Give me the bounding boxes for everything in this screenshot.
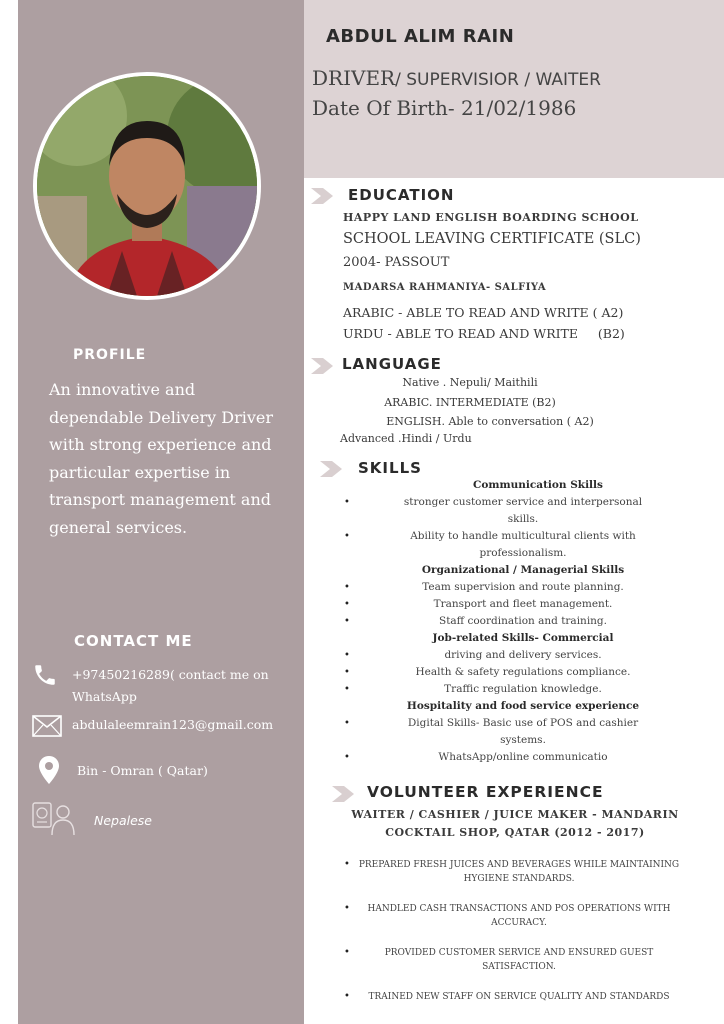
skill-item: • Transport and fleet management. [350, 596, 696, 613]
job-title-part2: / SUPERVISIOR / WAITER [395, 70, 601, 90]
job-title-part1: DRIVER [312, 66, 396, 90]
chevron-icon [311, 188, 333, 204]
volunteer-item [350, 858, 688, 886]
chevron-icon [332, 786, 354, 802]
volunteer-title-1: WAITER / CASHIER / JUICE MAKER - MANDARIN [351, 808, 679, 821]
skill-group-organizational: Organizational / Managerial Skills [421, 564, 625, 576]
skills-heading: SKILLS [358, 459, 422, 477]
mail-icon [32, 715, 62, 744]
language-english: ENGLISH. Able to conversation ( A2) [386, 415, 594, 428]
phone-note: WhatsApp [72, 689, 137, 704]
education-school-1: HAPPY LAND ENGLISH BOARDING SCHOOL [343, 211, 639, 224]
volunteer-item [350, 902, 688, 930]
profile-photo [37, 76, 257, 296]
volunteer-text: HANDLED CASH TRANSACTIONS AND POS OPERATIONS WITH [367, 904, 671, 914]
skill-item [350, 494, 696, 528]
profile-text: An innovative and dependable Delivery Driver with strong experience and particular expertise in transport management and general services. [49, 380, 273, 537]
education-school-2: MADARSA RAHMANIYA- SALFIYA [343, 282, 547, 293]
location-text: Bin - Omran ( Qatar) [77, 763, 208, 778]
skill-item: • Staff coordination and training. [350, 613, 696, 630]
skill-text: Digital Skills- Basic use of POS and cashier [407, 717, 639, 729]
skill-item: • Team supervision and route planning. [350, 579, 696, 596]
chevron-icon [311, 358, 333, 374]
education-year-1: 2004- PASSOUT [343, 255, 450, 270]
email-address: abdulaleemrain123@gmail.com [72, 717, 274, 732]
volunteer-item: • TRAINED NEW STAFF ON SERVICE QUALITY AND STANDARDS [350, 990, 688, 1004]
skill-text: Ability to handle multicultural clients with [410, 530, 636, 542]
skill-item [350, 528, 696, 562]
skill-item: • Traffic regulation knowledge. [350, 681, 696, 698]
volunteer-heading: VOLUNTEER EXPERIENCE [367, 783, 604, 801]
education-urdu-line: URDU - ABLE TO READ AND WRITE (B2) [343, 326, 625, 341]
profile-heading: PROFILE [73, 347, 147, 363]
phone-icon [32, 662, 58, 695]
contact-heading: CONTACT ME [74, 632, 193, 650]
skill-text: stronger customer service and interpersonal [403, 496, 643, 508]
skill-text-cont: skills. [507, 513, 539, 525]
volunteer-title-2: COCKTAIL SHOP, QATAR (2012 - 2017) [385, 826, 645, 839]
profile-photo-frame [33, 72, 261, 300]
volunteer-text-cont: HYGIENE STANDARDS. [463, 874, 575, 884]
skill-group-job-related: Job-related Skills- Commercial [432, 632, 614, 644]
skill-group-hospitality: Hospitality and food service experience [406, 700, 640, 712]
skill-text-cont: systems. [500, 734, 546, 746]
skill-group-communication: Communication Skills [473, 479, 603, 491]
volunteer-text: PROVIDED CUSTOMER SERVICE AND ENSURED GUEST [384, 948, 654, 958]
education-arabic-line: ARABIC - ABLE TO READ AND WRITE ( A2) [343, 305, 624, 320]
language-native: Native . Nepuli/ Maithili [402, 376, 538, 389]
volunteer-text-cont: SATISFACTION. [482, 962, 556, 972]
job-title [312, 66, 601, 90]
skill-item: • WhatsApp/online communicatio [350, 749, 696, 766]
volunteer-text-cont: ACCURACY. [491, 918, 547, 928]
full-name: ABDUL ALIM RAIN [326, 26, 515, 47]
volunteer-duties [350, 858, 688, 1004]
skill-item: • Health & safety regulations compliance. [350, 664, 696, 681]
language-arabic: ARABIC. INTERMEDIATE (B2) [384, 396, 556, 409]
phone-number: +97450216289( contact me on [72, 667, 269, 682]
volunteer-text: PREPARED FRESH JUICES AND BEVERAGES WHILE MAINTAINING [358, 860, 680, 870]
location-pin-icon [38, 756, 60, 791]
language-heading: LANGUAGE [342, 355, 442, 373]
skill-text-cont: professionalism. [479, 547, 567, 559]
nationality-text: Nepalese [94, 813, 153, 828]
education-heading: EDUCATION [348, 186, 455, 204]
chevron-icon [320, 461, 342, 477]
language-advanced: Advanced .Hindi / Urdu [340, 432, 472, 445]
skill-item [350, 715, 696, 749]
skill-item: • driving and delivery services. [350, 647, 696, 664]
skills-list [350, 477, 696, 766]
passport-person-icon [32, 800, 78, 843]
date-of-birth: Date Of Birth- 21/02/1986 [312, 96, 577, 120]
volunteer-item [350, 946, 688, 974]
education-certificate-1: SCHOOL LEAVING CERTIFICATE (SLC) [343, 231, 641, 247]
